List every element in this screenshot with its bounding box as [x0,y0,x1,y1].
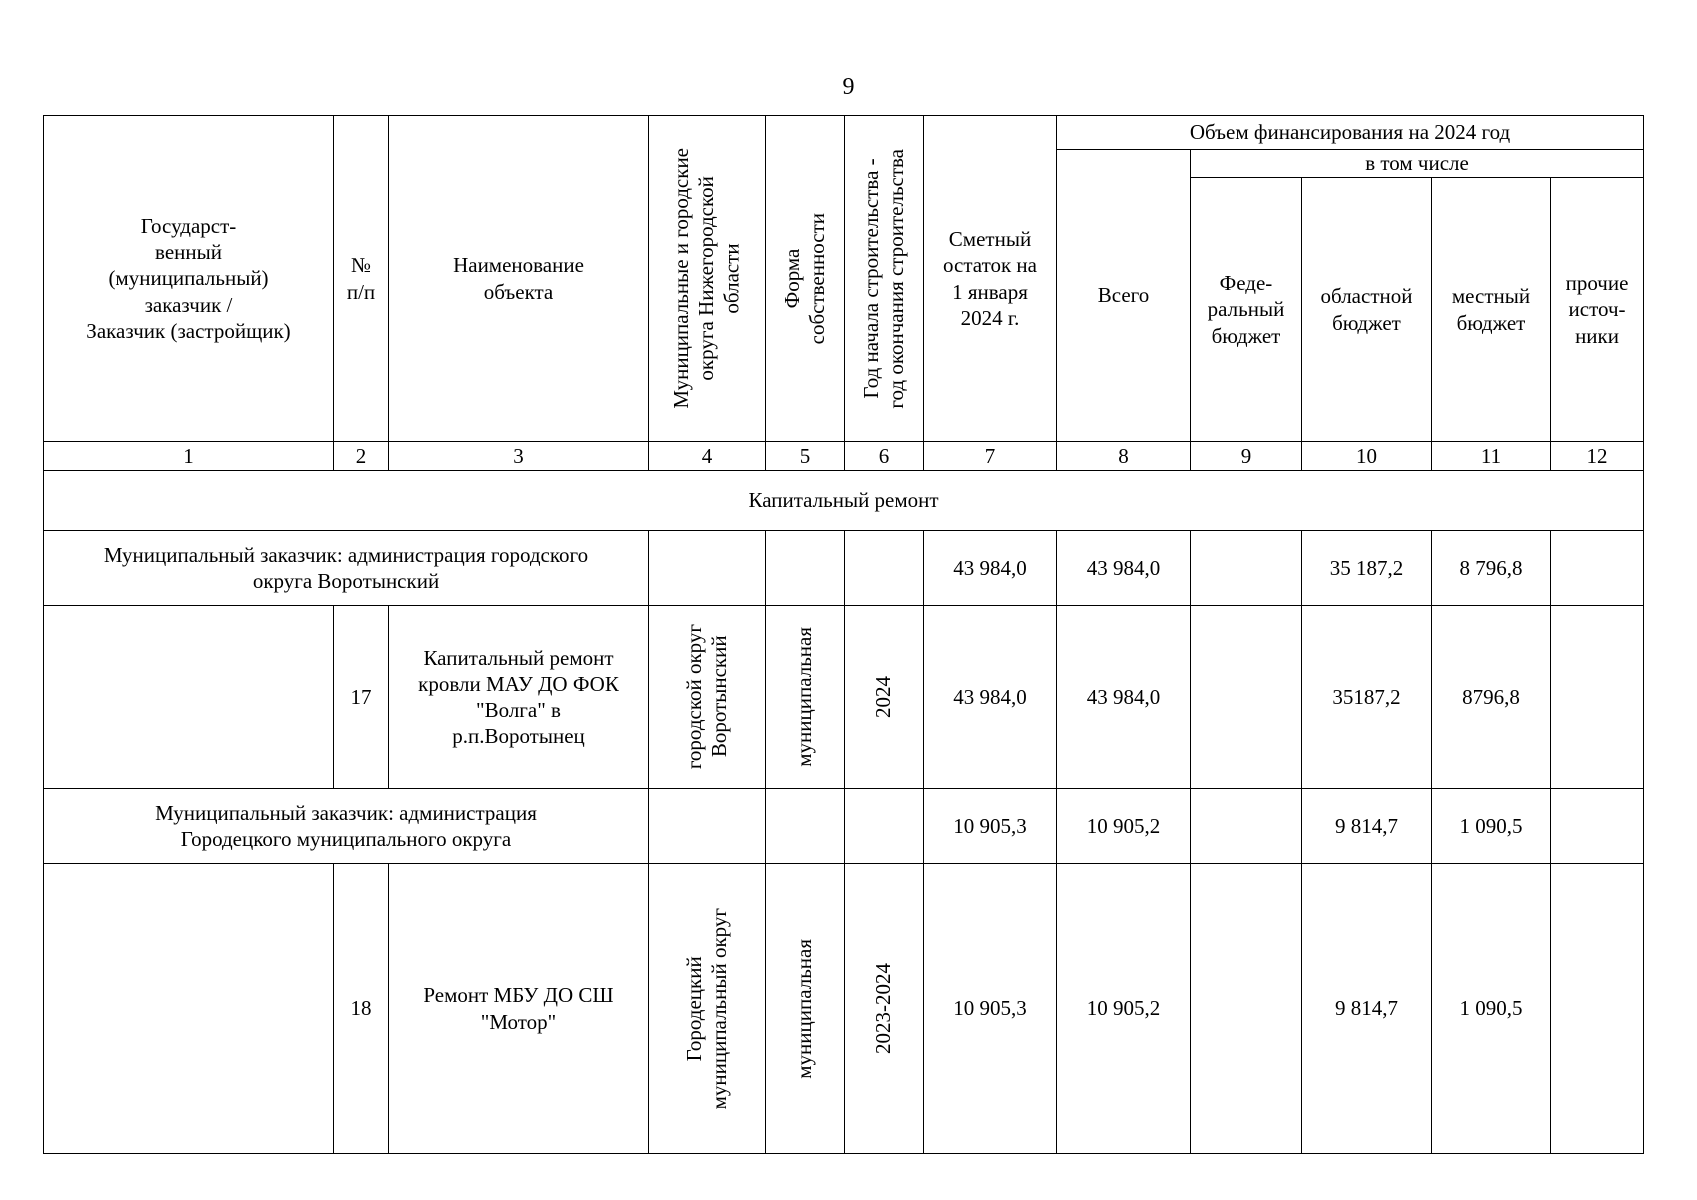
years-cell [845,606,924,789]
empty-cell [766,789,845,864]
object-name: Капитальный ремонт кровли МАУ ДО ФОК "Волга" в р.п.Воротынец [389,606,649,789]
total-value: 10 905,2 [1057,864,1191,1154]
total-value: 10 905,2 [1057,789,1191,864]
empty-cell [649,531,766,606]
local-value: 8796,8 [1432,606,1551,789]
other-value [1551,789,1644,864]
object-row [44,864,1644,1154]
ownership-value: муниципальная [792,938,817,1079]
column-number: 2 [334,442,389,471]
local-value: 1 090,5 [1432,864,1551,1154]
years-value: 2024 [871,676,896,718]
empty-cell [845,789,924,864]
total-value: 43 984,0 [1057,531,1191,606]
header-total: Всего [1057,150,1191,442]
regional-value: 9 814,7 [1302,789,1432,864]
district-cell [649,864,766,1154]
column-number: 3 [389,442,649,471]
remaining-value: 10 905,3 [924,789,1057,864]
page-number: 9 [842,74,855,100]
header-ownership: Форма собственности [779,212,829,345]
remaining-value: 10 905,3 [924,864,1057,1154]
header-years: Год начала строительства - год окончания строительства [858,148,908,409]
header-number: № п/п [334,116,389,442]
column-number: 12 [1551,442,1644,471]
header-object-name: Наименование объекта [389,116,649,442]
header-federal: Феде- ральный бюджет [1191,178,1302,442]
header-district-cell [649,116,766,442]
customer-row [44,789,1644,864]
customer-name: Муниципальный заказчик: администрация Городецкого муниципального округа [44,789,649,864]
section-title: Капитальный ремонт [44,471,1644,531]
empty-cell [44,864,334,1154]
years-cell [845,864,924,1154]
regional-value: 35 187,2 [1302,531,1432,606]
empty-cell [845,531,924,606]
column-number: 11 [1432,442,1551,471]
header-other: прочие источ- ники [1551,178,1644,442]
column-number: 8 [1057,442,1191,471]
header-district: Муниципальные и городские округа Нижегородской области [669,148,744,409]
header-financing-group: Объем финансирования на 2024 год [1057,116,1644,150]
column-number: 10 [1302,442,1432,471]
column-number: 4 [649,442,766,471]
header-including: в том числе [1191,150,1644,178]
column-numbers-row [44,442,1644,471]
remaining-value: 43 984,0 [924,606,1057,789]
ownership-cell [766,864,845,1154]
column-number: 6 [845,442,924,471]
object-name: Ремонт МБУ ДО СШ "Мотор" [389,864,649,1154]
ownership-cell [766,606,845,789]
header-regional: областной бюджет [1302,178,1432,442]
header-remaining: Сметный остаток на 1 января 2024 г. [924,116,1057,442]
section-row [44,471,1644,531]
local-value: 1 090,5 [1432,789,1551,864]
customer-name: Муниципальный заказчик: администрация городского округа Воротынский [44,531,649,606]
column-number: 5 [766,442,845,471]
federal-value [1191,789,1302,864]
district-cell [649,606,766,789]
customer-row [44,531,1644,606]
column-number: 9 [1191,442,1302,471]
federal-value [1191,606,1302,789]
empty-cell [766,531,845,606]
local-value: 8 796,8 [1432,531,1551,606]
object-number: 18 [334,864,389,1154]
regional-value: 9 814,7 [1302,864,1432,1154]
column-number: 7 [924,442,1057,471]
header-local: местный бюджет [1432,178,1551,442]
header-row-1 [44,116,1644,150]
federal-value [1191,864,1302,1154]
empty-cell [44,606,334,789]
remaining-value: 43 984,0 [924,531,1057,606]
column-number: 1 [44,442,334,471]
other-value [1551,864,1644,1154]
empty-cell [649,789,766,864]
other-value [1551,531,1644,606]
financing-table [43,115,1644,1154]
object-number: 17 [334,606,389,789]
object-row [44,606,1644,789]
total-value: 43 984,0 [1057,606,1191,789]
district-value: городской округ Воротынский [681,624,731,770]
header-ownership-cell [766,116,845,442]
federal-value [1191,531,1302,606]
district-value: Городецкий муниципальный округ [681,907,731,1110]
ownership-value: муниципальная [792,627,817,767]
years-value: 2023-2024 [871,963,896,1054]
header-years-cell [845,116,924,442]
regional-value: 35187,2 [1302,606,1432,789]
header-customer: Государст- венный (муниципальный) заказчик / Заказчик (застройщик) [44,116,334,442]
other-value [1551,606,1644,789]
